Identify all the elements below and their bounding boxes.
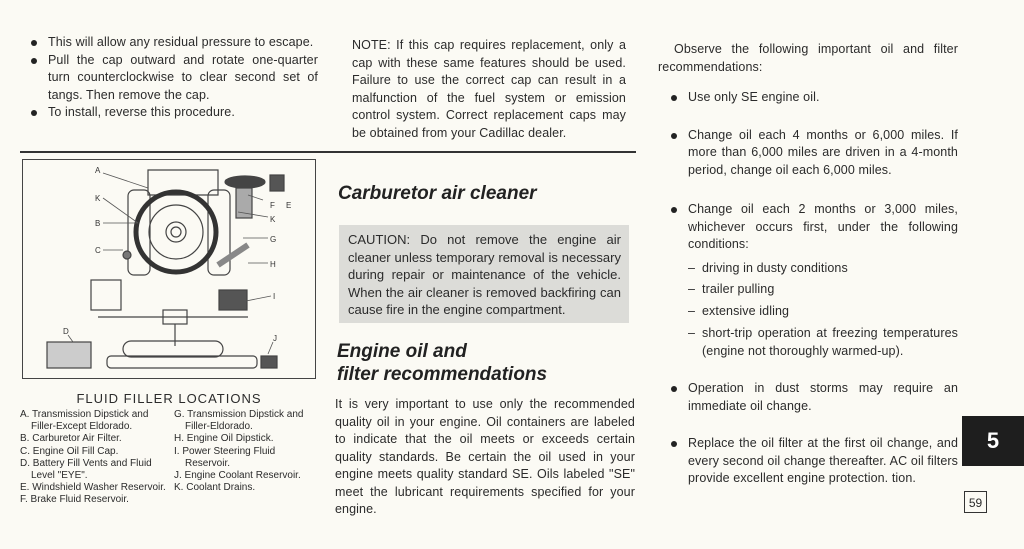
legend-item: C. Engine Oil Fill Cap. — [20, 445, 119, 457]
list-item: Operation in dust storms may require an immediate oil change. — [662, 380, 958, 415]
oil-paragraph: It is very important to use only the recommended quality oil in your engine. Oil containers are labeled to indicate that the oil meets or exceeds certain quality standards. Be certain the oil used in your engine meets quality standard SE. Oils labeled "SE" meet the lubricant requirements specified for your engine. — [335, 397, 635, 516]
note-paragraph: NOTE: If this cap requires replacement, only a cap with these same features should be used. Failure to use the correct cap can result in a malfunction of the fuel system or emission control system. Correct replacement caps may be obtained from your Cadillac dealer. — [352, 38, 626, 140]
legend-item: B. Carburetor Air Filter. — [20, 433, 122, 445]
diagram-label: F — [270, 201, 275, 210]
list-item: Pull the cap outward and rotate one-quarter turn counterclockwise to clear second set of tangs. Then remove the cap. — [22, 52, 318, 105]
diagram-label: D — [63, 327, 69, 336]
page-number: 59 — [964, 491, 987, 513]
caution-box: CAUTION: Do not remove the engine air cleaner unless temporary removal is necessary during repair or maintenance of the vehicle. When the air cleaner is removed backfiring can cause fire in the engine compartment. — [339, 225, 629, 323]
left-instructions — [22, 34, 318, 122]
diagram-label: I — [273, 292, 276, 301]
list-item: Replace the oil filter at the first oil change, and every second oil change thereafter. AC oil filters provide excellent engine protection. tion. — [662, 435, 958, 488]
diagram-caption: FLUID FILLER LOCATIONS — [76, 391, 262, 406]
legend-item: H. Engine Oil Dipstick. — [174, 433, 274, 445]
diagram-label: K — [95, 194, 101, 203]
legend-item: D. Battery Fill Vents and Fluid Level "EYE". — [20, 457, 152, 482]
legend-item: I. Power Steering Fluid Reservoir. — [174, 445, 276, 469]
oil-heading-line2: filter recommendations — [337, 364, 548, 385]
list-item: Use only SE engine oil. — [662, 89, 958, 107]
diagram-label: E — [286, 201, 292, 210]
legend-item: G. Transmission Dipstick and Filler-Eldorado. — [174, 409, 304, 433]
diagram-label: H — [270, 260, 276, 269]
legend-left — [20, 409, 170, 507]
right-list — [662, 89, 958, 488]
list-item: Change oil each 2 months or 3,000 miles, whichever occurs first, under the following conditions: — [662, 201, 958, 254]
list-item: Change oil each 4 months or 6,000 miles. If more than 6,000 miles are driven in a 4-month period, change oil each 6,000 miles. — [662, 127, 958, 180]
legend-item: K. Coolant Drains. — [174, 482, 256, 494]
section-tab: 5 — [962, 416, 1024, 466]
diagram-label: K — [270, 215, 276, 224]
condition-item: – extensive idling — [688, 301, 958, 323]
diagram-label: C — [95, 246, 101, 255]
engine-diagram — [22, 159, 316, 379]
legend-item: F. Brake Fluid Reservoir. — [20, 494, 129, 506]
section-divider — [20, 151, 636, 153]
diagram-label: G — [270, 235, 277, 244]
engine-illustration — [23, 160, 314, 377]
condition-item: – short-trip operation at freezing temperatures (engine not thoroughly warmed-up). — [688, 325, 958, 360]
list-item: To install, reverse this procedure. — [22, 104, 318, 122]
legend-item: A. Transmission Dipstick and Filler-Except Eldorado. — [20, 409, 149, 433]
diagram-label: J — [273, 334, 277, 343]
legend-right — [174, 409, 319, 494]
oil-heading-line1: Engine oil and — [337, 341, 467, 362]
list-item: This will allow any residual pressure to escape. — [22, 34, 318, 52]
condition-item: – driving in dusty conditions — [688, 258, 958, 280]
diagram-label: A — [95, 166, 101, 175]
right-intro: Observe the following important oil and filter recommendations: — [658, 42, 958, 74]
carburetor-heading: Carburetor air cleaner — [338, 183, 537, 204]
diagram-label: B — [95, 219, 101, 228]
legend-item: J. Engine Coolant Reservoir. — [174, 470, 301, 482]
condition-item: – trailer pulling — [688, 279, 958, 301]
legend-item: E. Windshield Washer Reservoir. — [20, 482, 166, 494]
